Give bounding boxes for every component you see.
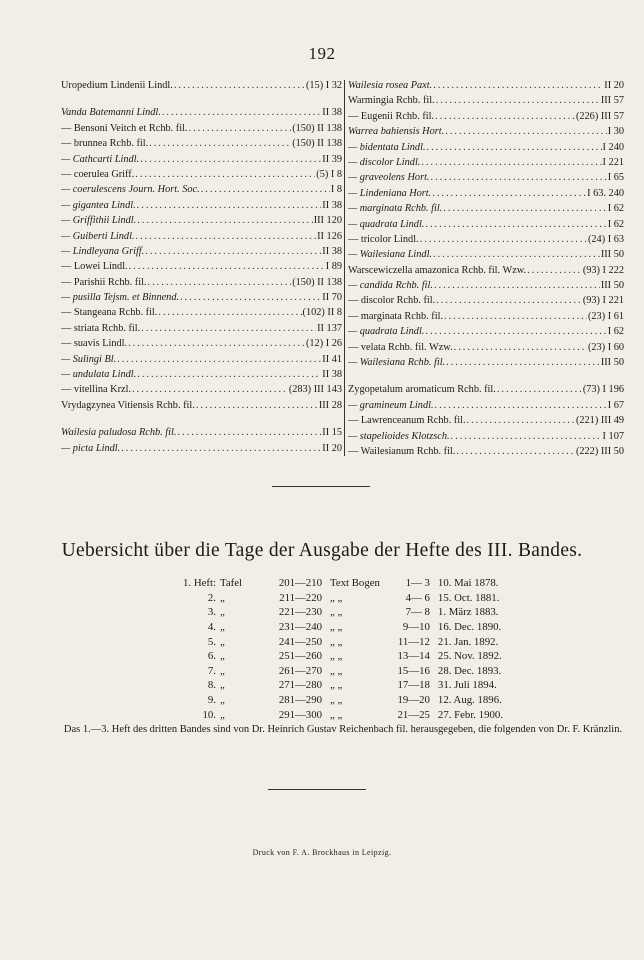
heft-number: 5.: [207, 635, 216, 648]
leader-dots: [137, 215, 312, 226]
entry-reference: III 120: [313, 215, 342, 227]
leader-dots: [431, 172, 607, 183]
bogen-range: 21—25: [397, 708, 430, 721]
entry-name: — Sulingi Bl.: [61, 353, 117, 365]
entry-reference: III 50: [600, 280, 624, 292]
entry-reference: II 20: [322, 442, 342, 454]
index-entry: [348, 234, 624, 249]
leader-dots: [141, 323, 316, 334]
index-entry: [61, 369, 342, 384]
entry-reference: II 126: [317, 230, 342, 242]
index-entry: [348, 357, 624, 372]
tafel-range: 231—240: [278, 621, 322, 634]
index-entry: [348, 446, 624, 461]
index-gap: [61, 95, 342, 107]
leader-dots: [148, 277, 292, 288]
index-entry: [348, 142, 624, 157]
index-entry: [61, 261, 342, 276]
entry-reference: II 39: [322, 153, 342, 165]
issue-date: 10. Mai 1878.: [437, 577, 499, 590]
entry-name: — marginata Rchb. fil.: [348, 310, 444, 322]
entry-reference: I 8: [330, 184, 342, 196]
bogen-range: 1— 3: [405, 577, 430, 590]
tafel-label: „: [220, 708, 225, 721]
entry-name: Wailesia rosea Paxt.: [348, 80, 433, 91]
heft-number: 1. Heft:: [183, 577, 216, 590]
entry-reference: I 63. 240: [587, 187, 624, 199]
overview-row: [170, 707, 512, 722]
tafel-label: „: [220, 591, 225, 604]
tafel-range: 251—260: [278, 650, 322, 663]
index-entry: [348, 384, 624, 399]
entry-name: — graveolens Hort.: [348, 172, 430, 184]
leader-dots: [444, 311, 587, 322]
issue-date: 27. Febr. 1900.: [437, 708, 504, 721]
index-entry: [61, 80, 342, 95]
entry-name: — quadrata Lindl.: [348, 218, 425, 230]
index-entry: [348, 111, 624, 126]
overview-row: [170, 591, 512, 606]
leader-dots: [149, 138, 291, 149]
bogen-label: „ „: [330, 679, 343, 692]
overview-row: [170, 605, 512, 620]
index-entry: [61, 307, 342, 322]
tafel-range: 261—270: [278, 664, 322, 677]
issue-date: 31. Juli 1894.: [437, 679, 497, 692]
heft-number: 7.: [207, 664, 216, 677]
leader-dots: [443, 203, 606, 214]
leader-dots: [421, 157, 601, 168]
leader-dots: [158, 307, 301, 318]
overview-row: [170, 576, 512, 591]
leader-dots: [527, 265, 582, 276]
entry-name: — discolor Rchb. fil.: [348, 295, 436, 307]
entry-name: — Lindleyana Griff.: [61, 245, 145, 257]
index-entry: [348, 311, 624, 326]
entry-name: — bidentata Lindl.: [348, 141, 426, 153]
index-entry: [348, 172, 624, 187]
entry-reference: I 62: [607, 326, 624, 338]
entry-reference: II 38: [322, 369, 342, 381]
leader-dots: [420, 234, 587, 245]
bogen-label: „ „: [330, 708, 343, 721]
index-entry: [61, 123, 342, 138]
entry-reference: III 50: [600, 249, 624, 261]
index-entry: [61, 277, 342, 292]
bogen-range: 4— 6: [405, 591, 430, 604]
entry-name: Warmingia Rchb. fil.: [348, 95, 435, 107]
index-entry: [61, 427, 342, 442]
entry-reference: (24) I 63: [587, 233, 624, 245]
section-rule-bottom: [268, 789, 366, 790]
index-entry: [61, 323, 342, 338]
entry-reference: II 38: [322, 107, 342, 119]
entry-name: — velata Rchb. fil. Wzw.: [348, 341, 453, 353]
bogen-range: 19—20: [397, 694, 430, 707]
leader-dots: [180, 292, 321, 303]
index-entry: [61, 107, 342, 122]
entry-name: — Eugenii Rchb. fil.: [348, 110, 435, 122]
overview-row: [170, 664, 512, 679]
leader-dots: [135, 169, 315, 180]
overview-row: [170, 678, 512, 693]
entry-name: — Lawrenceanum Rchb. fil.: [348, 415, 466, 427]
leader-dots: [137, 369, 321, 380]
entry-reference: (150) II 138: [292, 138, 342, 150]
entry-name: — discolor Lindl.: [348, 156, 421, 168]
leader-dots: [497, 384, 582, 395]
bogen-label: „ „: [330, 635, 343, 648]
entry-reference: III 50: [600, 357, 624, 369]
entry-name: — gramineum Lindl.: [348, 399, 434, 411]
issue-date: 1. März 1883.: [437, 606, 499, 619]
index-entry: [348, 203, 624, 218]
leader-dots: [132, 384, 288, 395]
entry-reference: (226) III 57: [575, 110, 624, 122]
entry-name: — tricolor Lindl.: [348, 233, 419, 245]
index-column-left: [61, 80, 342, 458]
entry-name: — gigantea Lindl.: [61, 199, 136, 211]
entry-reference: (93) I 222: [582, 264, 624, 276]
entry-name: Wailesia paludosa Rchb. fil.: [61, 427, 177, 439]
entry-name: — quadrata Lindl.: [348, 326, 425, 338]
index-entry: [61, 384, 342, 399]
entry-name: Vanda Batemanni Lindl.: [61, 107, 161, 119]
entry-reference: I 65: [607, 172, 624, 184]
entry-name: Uropedium Lindenii Lindl.: [61, 80, 173, 91]
entry-reference: III 57: [600, 95, 624, 107]
index-entry: [348, 265, 624, 280]
overview-note: Das 1.—3. Heft des dritten Bandes sind von Dr. Heinrich Gustav Reichenbach fil. herausgegeben, die folgenden von Dr. F. Kränzlin.: [63, 724, 623, 735]
leader-dots: [136, 231, 317, 242]
leader-dots: [145, 246, 321, 257]
bogen-label: „ „: [330, 621, 343, 634]
heft-number: 6.: [207, 650, 216, 663]
leader-dots: [446, 357, 600, 368]
entry-reference: (73) I 196: [582, 384, 624, 396]
index-entry: [61, 154, 342, 169]
index-gap: [348, 372, 624, 384]
leader-dots: [201, 184, 330, 195]
leader-dots: [451, 431, 602, 442]
tafel-label: „: [220, 694, 225, 707]
leader-dots: [189, 123, 292, 134]
entry-name: Zygopetalum aromaticum Rchb. fil.: [348, 384, 496, 396]
leader-dots: [434, 280, 600, 291]
tafel-range: 281—290: [278, 694, 322, 707]
entry-name: — candida Rchb. fil.: [348, 280, 433, 292]
entry-name: Warrea bahiensis Hort.: [348, 126, 445, 138]
entry-name: — striata Rchb. fil.: [61, 322, 141, 334]
entry-reference: I 62: [607, 203, 624, 215]
index-entry: [61, 215, 342, 230]
bogen-label: „ „: [330, 606, 343, 619]
entry-reference: (23) I 60: [587, 341, 624, 353]
entry-reference: (15) I 32: [305, 80, 342, 91]
index-column-right: [348, 80, 624, 461]
entry-name: — suavis Lindl.: [61, 338, 128, 350]
leader-dots: [425, 326, 606, 337]
leader-dots: [425, 219, 606, 230]
entry-reference: (150) II 138: [292, 276, 342, 288]
issue-date: 21. Jan. 1892.: [437, 635, 499, 648]
tafel-range: 201—210: [278, 577, 322, 590]
entry-reference: (222) III 50: [575, 445, 624, 457]
leader-dots: [427, 142, 602, 153]
leader-dots: [433, 249, 600, 260]
index-entry: [348, 188, 624, 203]
issue-date: 15. Oct. 1881.: [437, 591, 500, 604]
entry-reference: III 28: [318, 399, 342, 411]
entry-name: — Bensoni Veitch et Rchb. fil.: [61, 122, 188, 134]
index-entry: [348, 219, 624, 234]
section-rule-top: [272, 486, 370, 487]
heft-number: 4.: [207, 621, 216, 634]
leader-dots: [128, 338, 305, 349]
tafel-label: „: [220, 679, 225, 692]
entry-name: — Parishii Rchb. fil.: [61, 276, 147, 288]
issue-date: 12. Aug. 1896.: [437, 694, 502, 707]
index-entry: [348, 249, 624, 264]
entry-name: — Wailesiana Lindl.: [348, 249, 433, 261]
entry-name: — picta Lindl.: [61, 442, 121, 454]
leader-dots: [454, 342, 587, 353]
index-gap: [61, 415, 342, 427]
index-entry: [348, 157, 624, 172]
tafel-range: 221—230: [278, 606, 322, 619]
bogen-range: 9—10: [402, 621, 430, 634]
bogen-range: 17—18: [397, 679, 430, 692]
page-number: 192: [308, 44, 336, 63]
entry-reference: II 38: [322, 245, 342, 257]
entry-name: — vitellina Krzl.: [61, 384, 132, 396]
heft-number: 3.: [207, 606, 216, 619]
index-entry: [348, 342, 624, 357]
leader-dots: [174, 80, 305, 91]
entry-reference: (102) II 8: [302, 307, 342, 319]
entry-name: — pusilla Tejsm. et Binnend.: [61, 292, 180, 304]
leader-dots: [436, 295, 582, 306]
entry-name: — Stangeana Rchb. fil.: [61, 307, 158, 319]
bogen-range: 7— 8: [405, 606, 430, 619]
overview-row: [170, 634, 512, 649]
index-entry: [61, 169, 342, 184]
bogen-label: „ „: [330, 664, 343, 677]
entry-name: — Wailesianum Rchb. fil.: [348, 445, 456, 457]
leader-dots: [467, 415, 575, 426]
leader-dots: [435, 111, 575, 122]
tafel-range: 271—280: [278, 679, 322, 692]
leader-dots: [456, 446, 575, 457]
index-entry: [61, 292, 342, 307]
entry-reference: (93) I 221: [582, 295, 624, 307]
entry-name: — Lindeniana Hort.: [348, 187, 432, 199]
entry-name: — coerulescens Journ. Hort. Soc.: [61, 184, 200, 196]
entry-name: Warscewiczella amazonica Rchb. fil. Wzw.: [348, 264, 527, 276]
index-entry: [61, 231, 342, 246]
tafel-label: Tafel: [220, 577, 243, 590]
entry-reference: I 107: [602, 430, 624, 442]
entry-name: — brunnea Rchb. fil.: [61, 138, 149, 150]
bogen-range: 13—14: [397, 650, 430, 663]
overview-row: [170, 649, 512, 664]
entry-reference: I 240: [602, 141, 624, 153]
tafel-range: 211—220: [279, 591, 322, 604]
entry-name: — Guiberti Lindl.: [61, 230, 135, 242]
entry-name: — Griffithii Lindl.: [61, 215, 137, 227]
entry-name: — stapelioides Klotzsch.: [348, 430, 450, 442]
tafel-label: „: [220, 621, 225, 634]
index-entry: [61, 354, 342, 369]
tafel-range: 241—250: [278, 635, 322, 648]
leader-dots: [435, 400, 607, 411]
index-entry: [348, 400, 624, 415]
overview-row: [170, 693, 512, 708]
index-entry: [61, 400, 342, 415]
entry-reference: (12) I 26: [305, 338, 342, 350]
entry-reference: I 221: [602, 156, 624, 168]
index-entry: [348, 80, 624, 95]
leader-dots: [117, 354, 321, 365]
index-entry: [61, 338, 342, 353]
column-divider: [344, 80, 345, 456]
index-entry: [348, 126, 624, 141]
entry-name: Vrydagzynea Vitiensis Rchb. fil.: [61, 399, 195, 411]
index-entry: [61, 184, 342, 199]
leader-dots: [436, 95, 600, 106]
entry-name: — Wailesiana Rchb. fil.: [348, 357, 446, 369]
index-entry: [61, 443, 342, 458]
heft-number: 9.: [207, 694, 216, 707]
overview-row: [170, 620, 512, 635]
tafel-label: „: [220, 635, 225, 648]
overview-title: Uebersicht über die Tage der Ausgabe der Hefte des III. Bandes.: [61, 540, 583, 561]
bogen-label: „ „: [330, 694, 343, 707]
entry-reference: II 70: [322, 292, 342, 304]
issue-date: 16. Dec. 1890.: [437, 621, 502, 634]
entry-reference: II 20: [604, 80, 624, 91]
tafel-range: 291—300: [278, 708, 322, 721]
entry-name: — undulata Lindl.: [61, 369, 137, 381]
leader-dots: [177, 427, 321, 438]
leader-dots: [433, 80, 603, 91]
entry-reference: I 89: [325, 261, 342, 273]
entry-reference: II 41: [322, 353, 342, 365]
bogen-range: 15—16: [397, 664, 430, 677]
entry-name: — coerulea Griff.: [61, 168, 135, 180]
index-entry: [61, 200, 342, 215]
entry-reference: (221) III 49: [575, 415, 624, 427]
entry-reference: II 15: [322, 427, 342, 439]
entry-reference: I 67: [607, 399, 624, 411]
index-entry: [348, 295, 624, 310]
entry-reference: II 38: [322, 199, 342, 211]
bogen-label: „ „: [330, 650, 343, 663]
heft-number: 10.: [202, 708, 216, 721]
bogen-label: „ „: [330, 591, 343, 604]
issue-date: 25. Nov. 1892.: [437, 650, 502, 663]
leader-dots: [162, 107, 321, 118]
overview-table: [170, 576, 512, 722]
index-entry: [348, 415, 624, 430]
leader-dots: [432, 188, 586, 199]
index-entry: [61, 138, 342, 153]
tafel-label: „: [220, 664, 225, 677]
index-entry: [348, 280, 624, 295]
entry-name: — marginata Rchb. fil.: [348, 203, 443, 215]
entry-reference: (150) II 138: [292, 122, 342, 134]
leader-dots: [137, 200, 322, 211]
index-entry: [348, 95, 624, 110]
heft-number: 8.: [207, 679, 216, 692]
tafel-label: „: [220, 606, 225, 619]
entry-reference: (283) III 143: [288, 384, 342, 396]
leader-dots: [140, 154, 321, 165]
index-entry: [348, 431, 624, 446]
index-entry: [348, 326, 624, 341]
issue-date: 28. Dec. 1893.: [437, 664, 502, 677]
index-entry: [61, 246, 342, 261]
leader-dots: [121, 443, 321, 454]
leader-dots: [129, 261, 325, 272]
heft-number: 2.: [207, 591, 216, 604]
bogen-label: Text Bogen: [330, 577, 380, 590]
leader-dots: [196, 400, 318, 411]
entry-reference: (5) I 8: [316, 168, 342, 180]
entry-reference: I 30: [607, 126, 624, 138]
leader-dots: [445, 126, 606, 137]
printer-imprint: Druck von F. A. Brockhaus in Leipzig.: [252, 848, 392, 857]
tafel-label: „: [220, 650, 225, 663]
entry-reference: II 137: [317, 322, 342, 334]
entry-reference: (23) I 61: [587, 310, 624, 322]
entry-name: — Lowei Lindl.: [61, 261, 128, 273]
entry-name: — Cathcarti Lindl.: [61, 153, 140, 165]
bogen-range: 11—12: [397, 635, 430, 648]
entry-reference: I 62: [607, 218, 624, 230]
